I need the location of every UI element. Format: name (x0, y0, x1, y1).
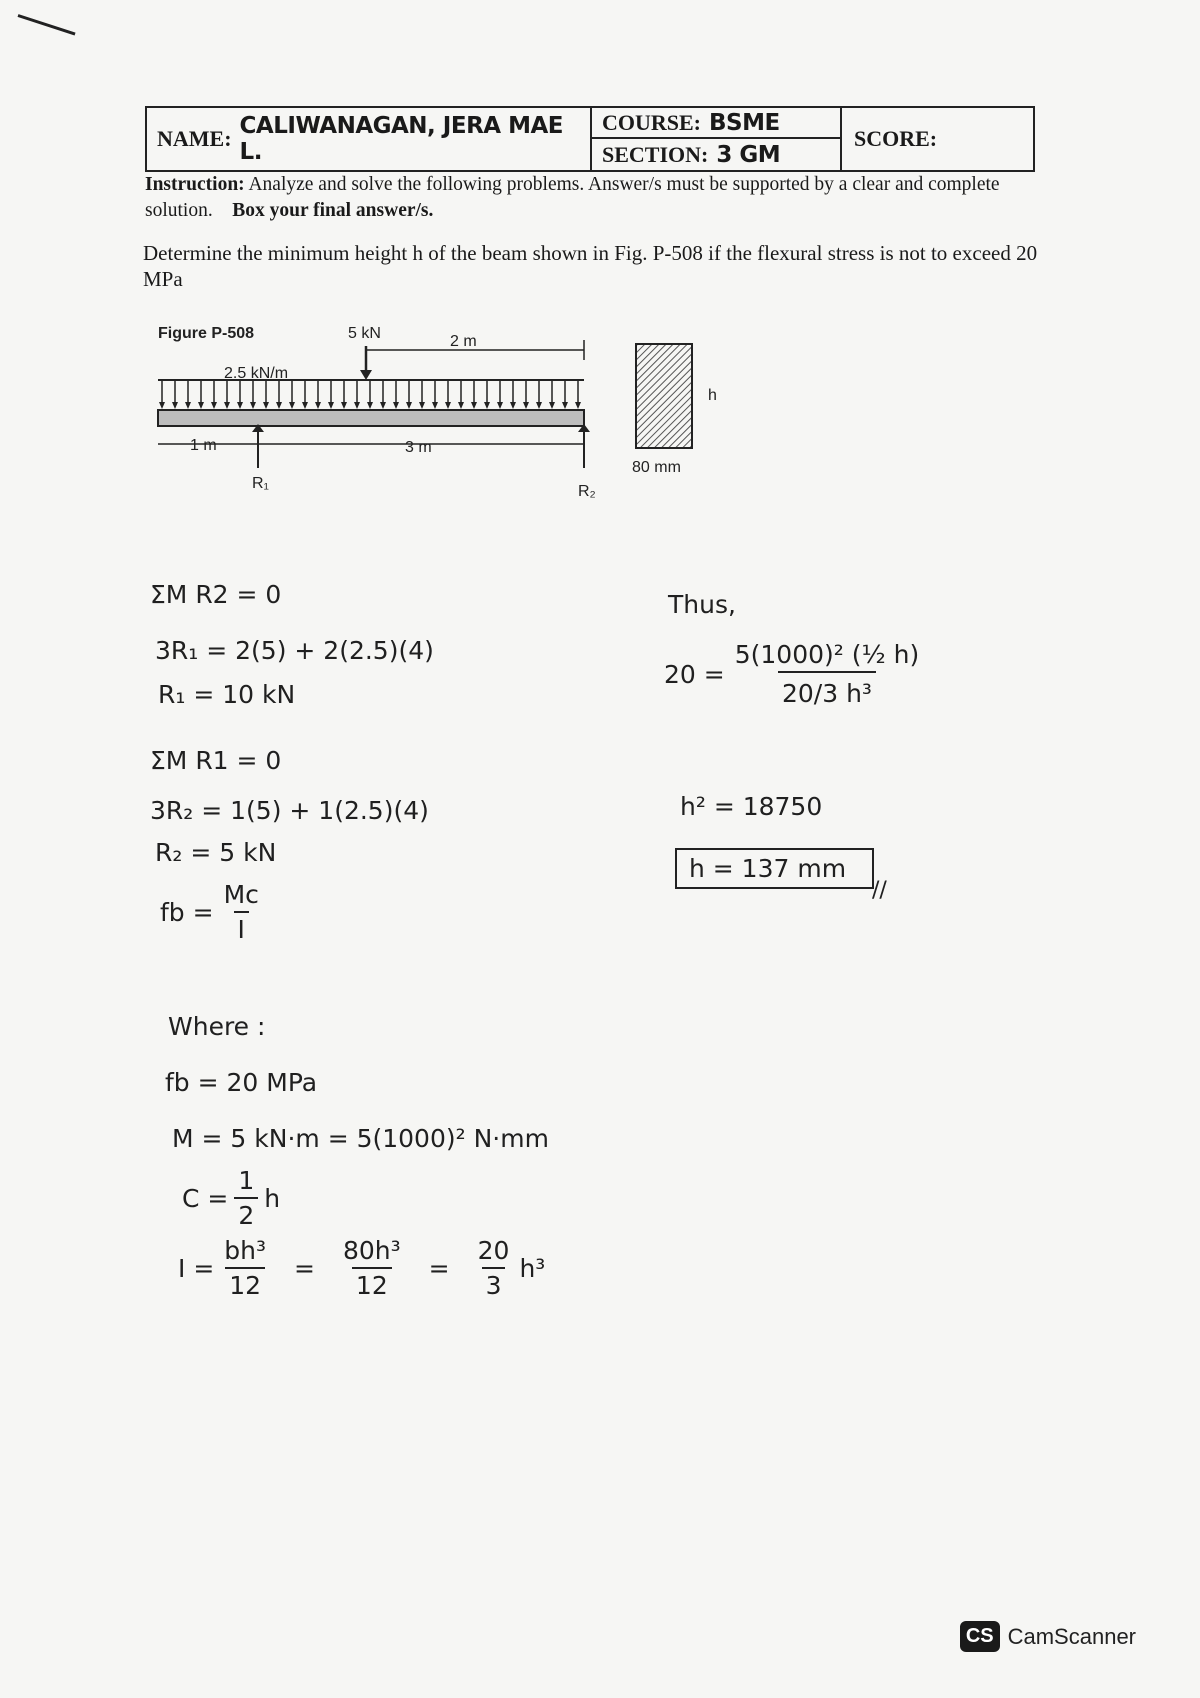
t-lhs: 20 = (664, 659, 725, 689)
dist-load-arrow-head (237, 402, 243, 409)
thus-label: Thus, (668, 590, 736, 619)
fb-frac (220, 880, 263, 944)
c-num: 1 (238, 1166, 255, 1195)
dist-load-arrow-head (484, 402, 490, 409)
dim-bottom-label: 3 m (405, 439, 432, 456)
dist-load-arrow-head (549, 402, 555, 409)
i-eq2: = (428, 1253, 450, 1283)
dist-load-arrow-head (250, 402, 256, 409)
dist-load-arrow-head (211, 402, 217, 409)
instruction-text: Analyze and solve the following problems. Answer/s must be supported by a clear and complete solution. (145, 174, 1000, 221)
h-squared: h² = 18750 (680, 792, 823, 821)
dist-load-arrow-head (263, 402, 269, 409)
c-lhs: C = (182, 1183, 229, 1213)
t-den: 20/3 h³ (778, 671, 876, 708)
c-value (182, 1166, 280, 1230)
i-den3: 3 (482, 1267, 506, 1300)
i-value (178, 1236, 545, 1300)
section-cell (592, 139, 842, 170)
dist-load-arrow-head (315, 402, 321, 409)
dist-load-arrow-head (497, 402, 503, 409)
fb-formula (160, 880, 269, 944)
beam-figure (140, 318, 740, 538)
dist-load-arrow-head (445, 402, 451, 409)
i-var: h³ (519, 1253, 546, 1283)
cross-section (636, 344, 692, 448)
i-frac1 (220, 1236, 270, 1300)
i-den2: 12 (352, 1267, 392, 1300)
c-var: h (264, 1183, 281, 1213)
dist-load-arrow-head (458, 402, 464, 409)
dist-load-label: 2.5 kN/m (224, 365, 289, 382)
score-cell (842, 108, 1033, 170)
name-cell (147, 108, 592, 170)
instruction-label: Instruction: (145, 174, 245, 195)
instruction-bold: Box your final answer/s. (232, 200, 434, 221)
fb-lhs: fb = (160, 897, 214, 927)
course-label: COURSE: (602, 109, 702, 135)
dist-load-arrow-head (419, 402, 425, 409)
camscanner-badge: CS (960, 1621, 1000, 1652)
t-frac (731, 640, 924, 708)
dist-load-arrow-head (224, 402, 230, 409)
dist-load-arrow-head (159, 402, 165, 409)
m-value: M = 5 kN·m = 5(1000)² N·mm (172, 1124, 549, 1153)
dist-load-arrow-head (289, 402, 295, 409)
i-frac3 (474, 1236, 514, 1300)
i-eq1: = (294, 1253, 315, 1283)
dist-load-arrow-head (354, 402, 360, 409)
sum-mr1: ΣM R1 = 0 (150, 746, 282, 775)
where-label: Where : (168, 1012, 266, 1041)
dist-load-arrow-head (341, 402, 347, 409)
figure-title: Figure P-508 (158, 325, 255, 342)
dist-load-arrow-head (575, 402, 581, 409)
section-label: SECTION: (602, 141, 709, 167)
dim-left-label: 1 m (190, 437, 217, 454)
dist-load-arrow-head (432, 402, 438, 409)
section-value: 3 GM (716, 141, 781, 168)
dist-load-arrow-head (510, 402, 516, 409)
eq1: 3R₁ = 2(5) + 2(2.5)(4) (155, 636, 434, 665)
dist-load-arrow-head (198, 402, 204, 409)
fb-value: fb = 20 MPa (165, 1068, 318, 1097)
final-answer: h = 137 mm (689, 854, 847, 883)
dist-load-arrow-head (536, 402, 542, 409)
final-mark: // (872, 878, 887, 903)
thus-formula (664, 640, 929, 708)
c-den: 2 (234, 1197, 258, 1230)
camscanner-text: CamScanner (1007, 1623, 1136, 1649)
beam (158, 410, 584, 426)
r2-result: R₂ = 5 kN (155, 838, 277, 867)
dist-load-arrow-head (523, 402, 529, 409)
dist-load-arrow-head (380, 402, 386, 409)
dist-load-arrow-head (367, 402, 373, 409)
height-label: h (708, 387, 717, 404)
fb-den: I (234, 911, 249, 944)
i-num3: 20 (477, 1236, 510, 1265)
scan-mark (18, 14, 76, 35)
t-num: 5(1000)² (½ h) (734, 640, 920, 669)
dist-load-arrow-head (393, 402, 399, 409)
point-load-label: 5 kN (348, 325, 381, 342)
dist-load-arrow-head (406, 402, 412, 409)
camscanner-watermark (960, 1621, 1136, 1652)
eq2: 3R₂ = 1(5) + 1(2.5)(4) (150, 796, 429, 825)
instruction (145, 172, 1025, 224)
r1-result: R₁ = 10 kN (158, 680, 296, 709)
dist-load-arrow-head (172, 402, 178, 409)
dim-top-label: 2 m (450, 333, 477, 350)
sum-mr2: ΣM R2 = 0 (150, 580, 282, 609)
dist-load-arrow-head (328, 402, 334, 409)
point-load-head (360, 370, 372, 380)
fb-num: Mc (223, 880, 259, 909)
course-value: BSME (709, 109, 780, 136)
name-value: CALIWANAGAN, JERA MAE L. (239, 113, 563, 165)
i-den1: 12 (225, 1267, 265, 1300)
i-num2: 80h³ (342, 1236, 401, 1265)
problem-statement: Determine the minimum height h of the beam shown in Fig. P-508 if the flexural stress is not to exceed 20 MPa (143, 241, 1038, 291)
r1-label: R₁ (252, 475, 269, 492)
score-label: SCORE: (854, 126, 938, 151)
dist-load-arrows (159, 380, 581, 409)
dist-load-arrow-head (185, 402, 191, 409)
name-label: NAME: (157, 126, 232, 151)
course-cell (592, 108, 842, 139)
dist-load-arrow-head (471, 402, 477, 409)
i-frac2 (339, 1236, 405, 1300)
c-frac (234, 1166, 258, 1230)
i-num1: bh³ (224, 1236, 267, 1265)
dist-load-arrow-head (302, 402, 308, 409)
dist-load-arrow-head (562, 402, 568, 409)
final-answer-box (675, 848, 874, 889)
header-table (145, 106, 1035, 172)
i-lhs: I = (178, 1253, 215, 1283)
r2-label: R₂ (578, 483, 596, 500)
dist-load-arrow-head (276, 402, 282, 409)
width-label: 80 mm (632, 459, 681, 476)
